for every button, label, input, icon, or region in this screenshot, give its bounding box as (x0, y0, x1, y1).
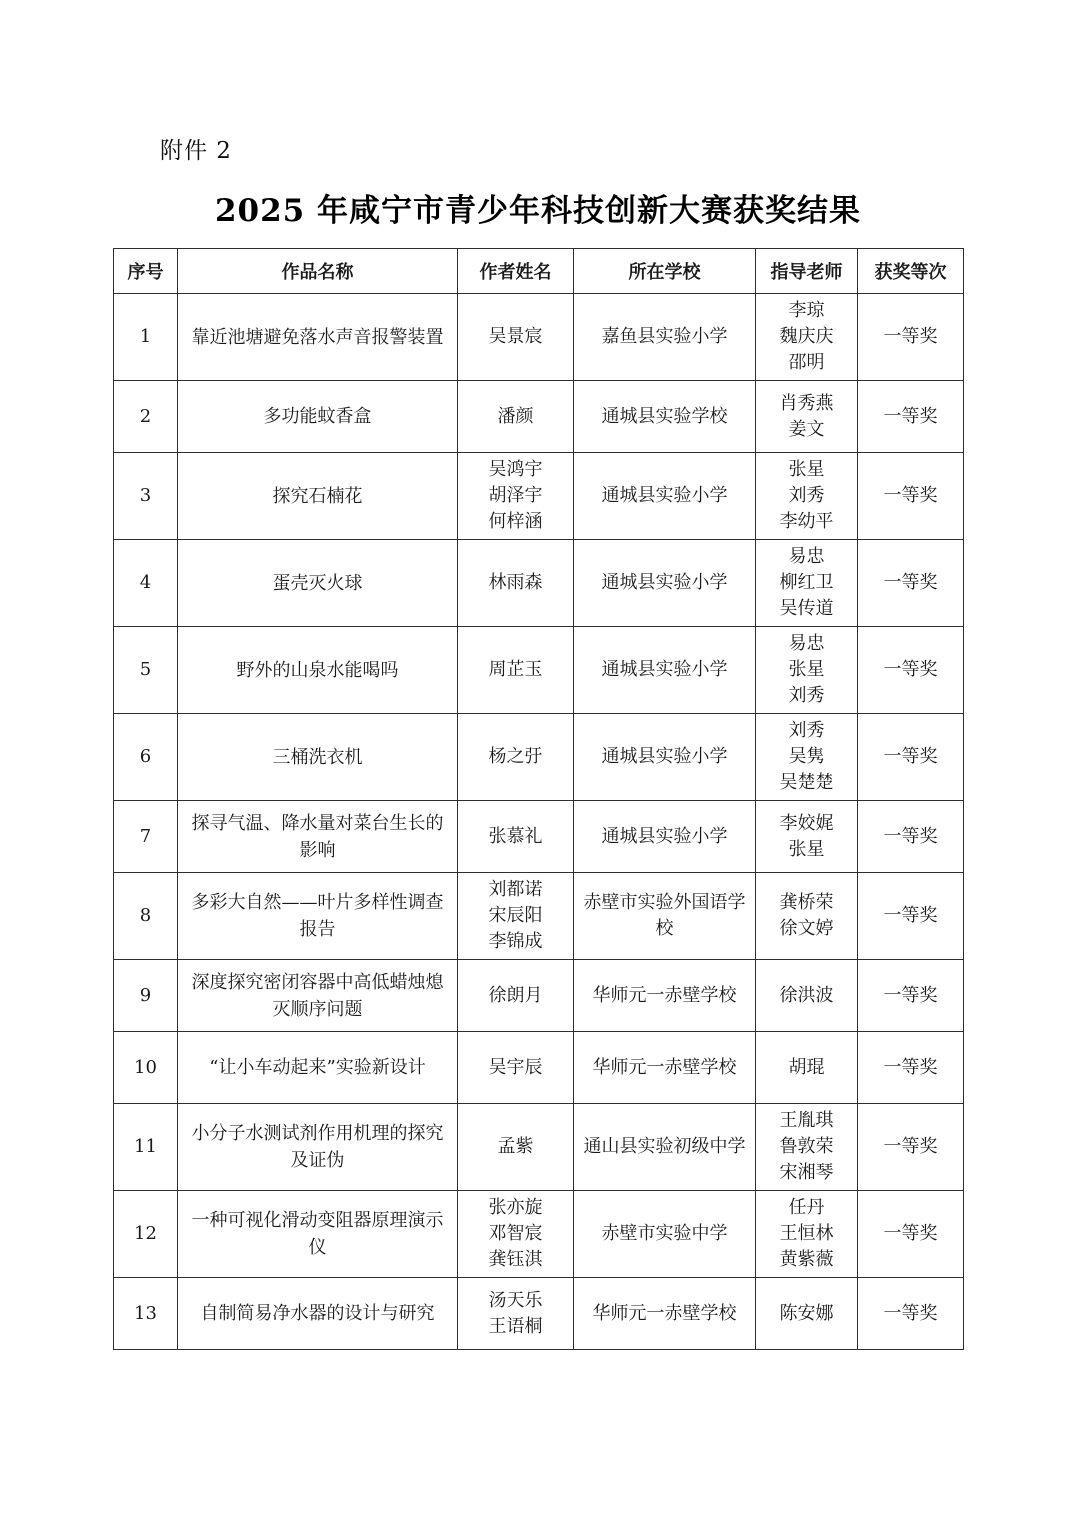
school-cell (574, 1032, 756, 1104)
authors-cell (458, 714, 574, 801)
row-number-cell-line: 4 (139, 572, 152, 593)
school-cell (574, 1278, 756, 1350)
authors-cell-line: 潘颜 (497, 405, 534, 427)
row-number-cell (114, 873, 178, 960)
authors-cell-line: 吴景宸 (488, 326, 543, 347)
award-cell-line: 一等奖 (883, 905, 938, 926)
advisors-cell-line: 鲁敦荣 (779, 1136, 834, 1157)
work-title-cell-line: 探寻气温、降水量对菜台生长的影响 (191, 812, 444, 861)
school-cell (574, 873, 756, 960)
table-row (114, 294, 964, 381)
attachment-label: 附件 2 (160, 138, 232, 164)
row-number-cell-line: 7 (139, 825, 152, 847)
award-cell-line: 一等奖 (883, 572, 938, 593)
column-header-school: 所在学校 (574, 249, 756, 294)
authors-cell-line: 刘都诺 (488, 879, 543, 900)
advisors-cell-line: 吴楚楚 (779, 772, 834, 793)
authors-cell (458, 381, 574, 453)
row-number-cell-line: 13 (134, 1302, 157, 1324)
work-title-cell-line: 三桶洗衣机 (272, 746, 363, 768)
advisors-cell-line: 姜文 (788, 418, 825, 440)
advisors-cell (756, 801, 858, 873)
school-cell-line: 赤壁市实验外国语学校 (583, 892, 746, 939)
authors-cell-line: 周芷玉 (488, 659, 543, 680)
authors-cell (458, 453, 574, 540)
work-title-cell-line: 一种可视化滑动变阻器原理演示仪 (191, 1210, 444, 1258)
award-cell-line: 一等奖 (883, 825, 938, 847)
work-title-cell-line: 小分子水测试剂作用机理的探究及证伪 (191, 1123, 444, 1171)
school-cell-line: 华师元一赤壁学校 (592, 1302, 737, 1324)
advisors-cell-line: 陈安娜 (779, 1302, 834, 1324)
advisors-cell (756, 627, 858, 714)
table-row (114, 801, 964, 873)
results-table-body (114, 294, 964, 1350)
work-title-cell (178, 1104, 458, 1191)
advisors-cell-line: 龚桥荣 (779, 892, 834, 913)
authors-cell (458, 1278, 574, 1350)
work-title-cell (178, 714, 458, 801)
school-cell (574, 627, 756, 714)
row-number-cell-line: 12 (134, 1223, 157, 1244)
authors-cell-line: 王语桐 (488, 1315, 543, 1337)
authors-cell-line: 李锦成 (488, 931, 543, 952)
advisors-cell (756, 714, 858, 801)
award-cell (858, 873, 964, 960)
advisors-cell-line: 柳红卫 (779, 572, 834, 593)
authors-cell (458, 1032, 574, 1104)
school-cell-line: 通城县实验小学 (601, 825, 728, 847)
row-number-cell-line: 3 (139, 485, 152, 506)
work-title-cell-line: “让小车动起来”实验新设计 (209, 1057, 426, 1078)
school-cell (574, 294, 756, 381)
advisors-cell-line: 刘秀 (788, 485, 825, 506)
advisors-cell (756, 294, 858, 381)
table-row (114, 1032, 964, 1104)
row-number-cell-line: 10 (134, 1056, 157, 1078)
advisors-cell-line: 刘秀 (788, 720, 825, 741)
advisors-cell-line: 张星 (788, 459, 825, 480)
work-title-cell-line: 靠近池塘避免落水声音报警装置 (191, 326, 444, 348)
work-title-cell (178, 453, 458, 540)
row-number-cell (114, 1191, 178, 1278)
work-title-cell (178, 381, 458, 453)
page-title: 2025 年咸宁市青少年科技创新大赛获奖结果 (214, 193, 862, 229)
school-cell-line: 通城县实验学校 (601, 405, 728, 427)
row-number-cell-line: 1 (139, 326, 152, 347)
authors-cell (458, 960, 574, 1032)
advisors-cell-line: 胡琨 (788, 1056, 825, 1078)
school-cell (574, 381, 756, 453)
awards-table (113, 248, 964, 1350)
advisors-cell-line: 易忠 (788, 633, 825, 654)
advisors-cell-line: 邵明 (788, 352, 825, 373)
advisors-cell-line: 李琼 (788, 300, 825, 321)
row-number-cell (114, 801, 178, 873)
award-cell-line: 一等奖 (883, 405, 938, 427)
authors-cell-line: 张慕礼 (488, 825, 543, 847)
work-title-cell (178, 540, 458, 627)
award-cell (858, 960, 964, 1032)
row-number-cell (114, 1032, 178, 1104)
authors-cell (458, 873, 574, 960)
authors-cell-line: 张亦旋 (488, 1197, 543, 1218)
school-cell (574, 801, 756, 873)
work-title-cell (178, 801, 458, 873)
advisors-cell-line: 张星 (788, 659, 825, 680)
work-title-cell-line: 多彩大自然——叶片多样性调查报告 (191, 892, 444, 940)
award-cell (858, 453, 964, 540)
school-cell-line: 华师元一赤壁学校 (592, 1056, 737, 1078)
table-row (114, 960, 964, 1032)
advisors-cell (756, 1278, 858, 1350)
work-title-cell (178, 960, 458, 1032)
advisors-cell (756, 540, 858, 627)
school-cell-line: 嘉鱼县实验小学 (601, 326, 728, 347)
advisors-cell-line: 徐文婷 (779, 918, 834, 939)
work-title-cell-line: 深度探究密闭容器中高低蜡烛熄灭顺序问题 (191, 971, 444, 1020)
advisors-cell (756, 960, 858, 1032)
advisors-cell (756, 1104, 858, 1191)
row-number-cell (114, 540, 178, 627)
row-number-cell-line: 5 (139, 659, 152, 680)
work-title-cell-line: 多功能蚊香盒 (263, 406, 372, 427)
advisors-cell-line: 张星 (788, 838, 825, 860)
advisors-cell-line: 任丹 (788, 1197, 825, 1218)
row-number-cell-line: 11 (134, 1136, 157, 1157)
award-cell-line: 一等奖 (883, 1136, 938, 1157)
column-header-number: 序号 (114, 249, 178, 294)
authors-cell-line: 何梓涵 (488, 511, 543, 532)
award-cell (858, 1104, 964, 1191)
advisors-cell-line: 王恒林 (779, 1223, 834, 1244)
column-header-authors: 作者姓名 (458, 249, 574, 294)
work-title-cell (178, 1191, 458, 1278)
authors-cell-line: 宋辰阳 (488, 905, 543, 926)
table-row (114, 1191, 964, 1278)
row-number-cell (114, 294, 178, 381)
row-number-cell (114, 714, 178, 801)
authors-cell (458, 540, 574, 627)
row-number-cell (114, 960, 178, 1032)
authors-cell-line: 胡泽宇 (488, 485, 543, 506)
advisors-cell-line: 徐洪波 (779, 984, 834, 1006)
school-cell-line: 通城县实验小学 (601, 572, 728, 593)
authors-cell-line: 邓智宸 (488, 1223, 543, 1244)
work-title-cell (178, 1278, 458, 1350)
advisors-cell (756, 381, 858, 453)
work-title-cell-line: 自制简易净水器的设计与研究 (200, 1303, 435, 1324)
authors-cell-line: 林雨森 (488, 572, 543, 593)
row-number-cell (114, 627, 178, 714)
work-title-cell (178, 1032, 458, 1104)
authors-cell-line: 汤天乐 (488, 1289, 543, 1311)
award-cell-line: 一等奖 (883, 485, 938, 506)
table-row (114, 381, 964, 453)
school-cell-line: 华师元一赤壁学校 (592, 984, 737, 1006)
row-number-cell (114, 1278, 178, 1350)
advisors-cell-line: 刘秀 (788, 685, 825, 706)
school-cell (574, 540, 756, 627)
authors-cell (458, 1191, 574, 1278)
work-title-cell (178, 294, 458, 381)
award-cell (858, 1191, 964, 1278)
advisors-cell-line: 黄紫薇 (779, 1249, 834, 1270)
award-cell-line: 一等奖 (883, 1302, 938, 1324)
award-cell (858, 1032, 964, 1104)
advisors-cell-line: 宋湘琴 (779, 1162, 834, 1183)
table-row (114, 1278, 964, 1350)
advisors-cell (756, 1191, 858, 1278)
row-number-cell-line: 6 (139, 746, 152, 767)
table-row (114, 1104, 964, 1191)
award-cell-line: 一等奖 (883, 326, 938, 347)
advisors-cell-line: 李姣娓 (779, 812, 834, 834)
column-header-award: 获奖等次 (858, 249, 964, 294)
authors-cell-line: 吴鸿宇 (488, 459, 543, 480)
table-header-row (114, 249, 964, 294)
table-row (114, 873, 964, 960)
award-cell-line: 一等奖 (883, 659, 938, 680)
column-header-title: 作品名称 (178, 249, 458, 294)
authors-cell (458, 1104, 574, 1191)
award-cell (858, 714, 964, 801)
authors-cell (458, 801, 574, 873)
authors-cell (458, 294, 574, 381)
advisors-cell (756, 873, 858, 960)
award-cell-line: 一等奖 (883, 1056, 938, 1078)
award-cell (858, 540, 964, 627)
authors-cell-line: 杨之弙 (488, 746, 543, 767)
work-title-cell (178, 873, 458, 960)
authors-cell-line: 徐朗月 (488, 984, 543, 1006)
school-cell-line: 通城县实验小学 (601, 659, 728, 680)
school-cell (574, 453, 756, 540)
advisors-cell-line: 吴隽 (788, 746, 825, 767)
advisors-cell-line: 王胤琪 (779, 1110, 834, 1131)
table-row (114, 714, 964, 801)
work-title-cell-line: 野外的山泉水能喝吗 (236, 659, 399, 681)
authors-cell-line: 吴宇辰 (488, 1056, 543, 1078)
work-title-cell (178, 627, 458, 714)
column-header-advisor: 指导老师 (756, 249, 858, 294)
school-cell-line: 通城县实验小学 (601, 746, 728, 767)
row-number-cell-line: 2 (139, 405, 152, 427)
row-number-cell-line: 8 (139, 905, 152, 926)
advisors-cell-line: 魏庆庆 (779, 326, 834, 347)
advisors-cell (756, 453, 858, 540)
award-cell (858, 627, 964, 714)
award-cell (858, 1278, 964, 1350)
advisors-cell (756, 1032, 858, 1104)
work-title-cell-line: 蛋壳灭火球 (272, 572, 363, 594)
school-cell (574, 714, 756, 801)
row-number-cell (114, 1104, 178, 1191)
row-number-cell (114, 453, 178, 540)
work-title-cell-line: 探究石楠花 (272, 485, 363, 507)
school-cell-line: 通城县实验小学 (601, 485, 728, 506)
school-cell-line: 通山县实验初级中学 (583, 1136, 746, 1157)
advisors-cell-line: 李幼平 (779, 511, 834, 532)
advisors-cell-line: 肖秀燕 (779, 392, 834, 414)
school-cell-line: 赤壁市实验中学 (601, 1223, 728, 1244)
table-row (114, 453, 964, 540)
award-cell (858, 801, 964, 873)
school-cell (574, 1104, 756, 1191)
advisors-cell-line: 吴传道 (779, 598, 834, 619)
school-cell (574, 1191, 756, 1278)
award-cell (858, 381, 964, 453)
row-number-cell-line: 9 (139, 984, 152, 1006)
table-row (114, 627, 964, 714)
authors-cell-line: 龚钰淇 (488, 1249, 543, 1270)
authors-cell-line: 孟紫 (497, 1136, 534, 1157)
table-row (114, 540, 964, 627)
award-cell-line: 一等奖 (883, 1223, 938, 1244)
advisors-cell-line: 易忠 (788, 546, 825, 567)
award-cell (858, 294, 964, 381)
row-number-cell (114, 381, 178, 453)
award-cell-line: 一等奖 (883, 984, 938, 1006)
award-cell-line: 一等奖 (883, 746, 938, 767)
school-cell (574, 960, 756, 1032)
authors-cell (458, 627, 574, 714)
